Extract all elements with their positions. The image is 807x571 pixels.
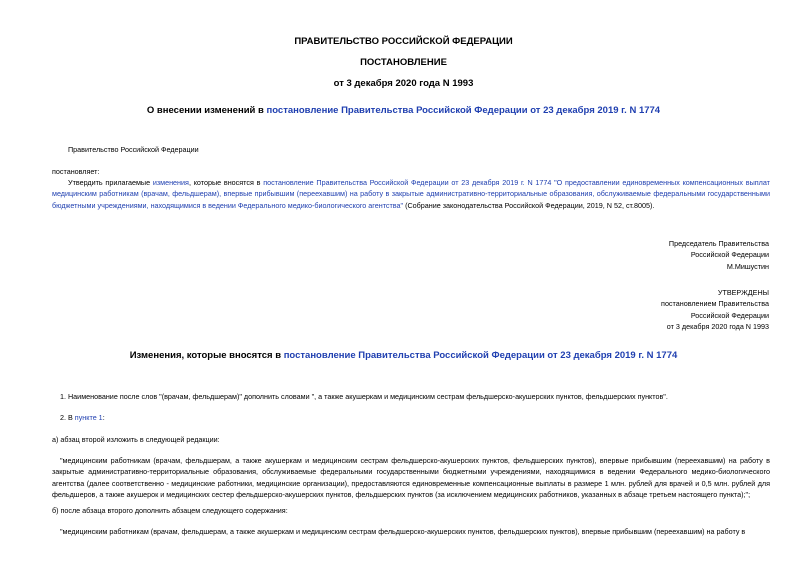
date-number-heading: от 3 декабря 2020 года N 1993 [333,78,474,89]
approved-line-1: УТВЕРЖДЕНЫ [717,288,769,297]
title-link[interactable]: постановление Правительства Российской Федерации от 23 декабря 2019 г. N 1774 [266,105,661,116]
issuer-line: Правительство Российской Федерации [68,145,199,154]
authority-heading: ПРАВИТЕЛЬСТВО РОССИЙСКОЙ ФЕДЕРАЦИИ [294,36,513,47]
approved-line-2: постановлением Правительства [661,299,769,309]
subitem-a-title: а) абзац второй изложить в следующей редакции: [52,435,220,444]
title-prefix: О внесении изменений в [146,105,267,116]
p1-link-decree[interactable]: постановление Правительства Российской Федерации от 23 декабря 2019 г. N 1774 "О предоставлении единовременных компенсационных выплат медицинским работникам (врачам, фельдшерам), впервые прибывшим (переехавшим) на работу в закрытые административно-территориальные образования, обслуживаемые федеральными государственными бюджетными учреждениями, находящимися в ведении Федерального медико-биологического агентства" [52,178,770,210]
changes-title-link[interactable]: постановление Правительства Российской Федерации от 23 декабря 2019 г. N 1774 [283,350,678,361]
subitem-a-text: "медицинским работникам (врачам, фельдшерам, а также акушеркам и медицинским сестрам фельдшерско-акушерских пунктов, фельдшерских пунктов), впервые прибывшим (переехавшим) на работу в закрытые административно-территориальные образования, обслуживаемые федеральными государственными бюджетными учреждениями, находящимися в ведении Федерального медико-биологического агентства (далее соответственно - медицинские работники, медицинские организации), предоставляются единовременные компенсационные выплаты в размере 1 млн. рублей для врачей и 0,5 млн. рублей для фельдшеров, а также акушерок и медицинских сестер фельдшерско-акушерских пунктов, фельдшерских пунктов (за исключением медицинских работников, указанных в абзаце третьем настоящего пункта);"; [52,456,770,500]
changes-title [0,350,807,361]
preamble-paragraph [52,177,770,211]
approved-line-3: Российской Федерации [690,310,769,320]
signature-block [469,238,769,272]
document-title [0,105,807,116]
signature-line-2: Российской Федерации [690,250,769,260]
signature-line-1: Председатель Правительства [668,239,769,248]
p1-mid: , которые вносятся в [188,178,264,187]
item-2-suffix: : [102,413,105,422]
approved-line-4: от 3 декабря 2020 года N 1993 [666,322,769,332]
item-1: 1. Наименование после слов "(врачам, фельдшерам)" дополнить словами ", а также акушеркам и медицинским сестрам фельдшерско-акушерских пунктов, фельдшерских пунктов". [60,392,668,401]
item-2 [60,412,105,423]
p1-prefix: Утвердить прилагаемые [68,178,153,187]
p1-link-changes[interactable]: изменения [152,178,189,187]
approved-block [469,287,769,333]
subitem-b-text: "медицинским работникам (врачам, фельдшерам, а также акушеркам и медицинским сестрам фельдшерско-акушерских пунктов, фельдшерских пунктов), впервые прибывшим (переехавшим) на работу в [60,527,746,536]
p1-suffix: (Собрание законодательства Российской Федерации, 2019, N 52, ст.8005). [403,200,655,210]
item-2-link[interactable]: пункте 1 [74,413,103,422]
subitem-b-title: б) после абзаца второго дополнить абзацем следующего содержания: [52,506,288,515]
decides-line: постановляет: [52,167,100,176]
signature-line-3: М.Мишустин [726,261,769,271]
item-2-prefix: 2. В [60,413,75,422]
doc-type-heading: ПОСТАНОВЛЕНИЕ [360,57,447,68]
changes-title-prefix: Изменения, которые вносятся в [129,350,284,361]
